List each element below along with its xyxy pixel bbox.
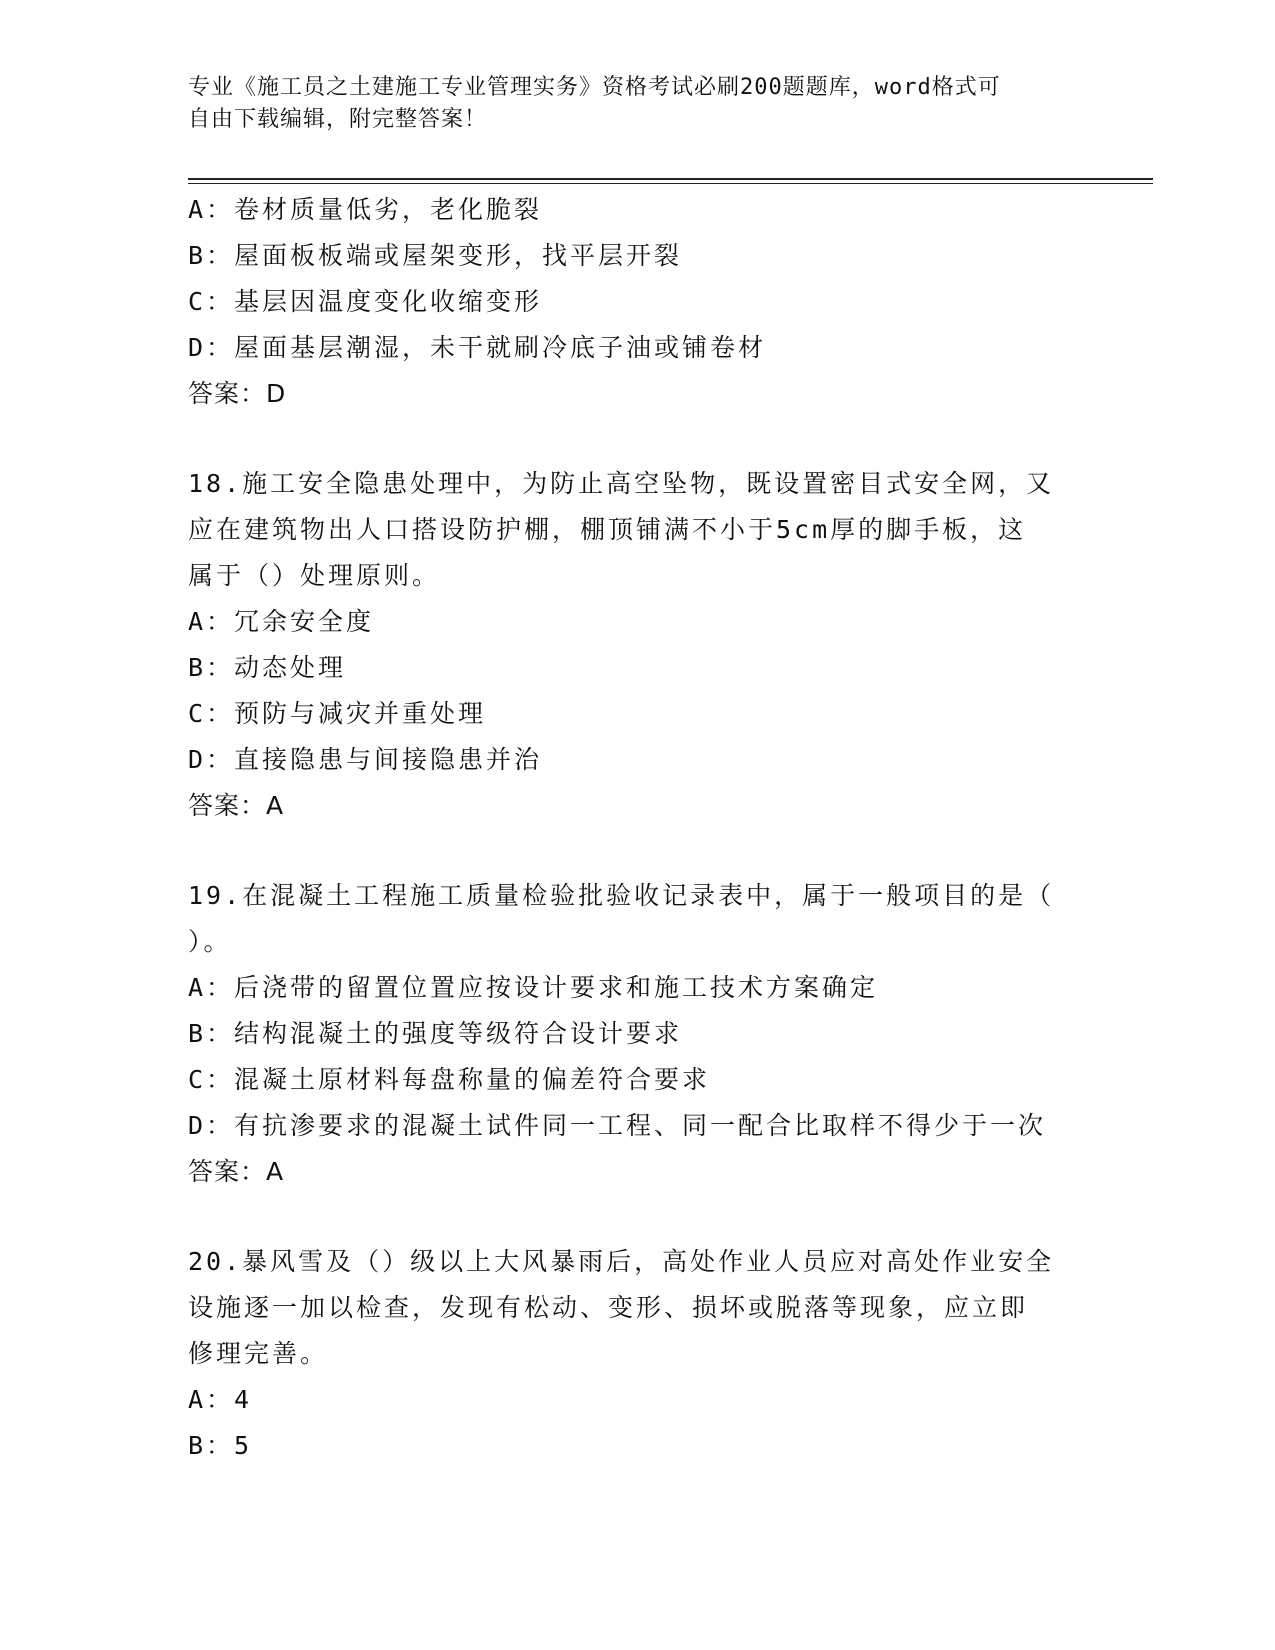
- option-a: A：卷材质量低劣，老化脆裂: [188, 195, 543, 224]
- answer-line: 答案：D: [188, 379, 287, 408]
- spacer: [188, 1195, 1088, 1239]
- question-stem-line: 19.在混凝土工程施工质量检验批验收记录表中，属于一般项目的是（: [188, 881, 1055, 910]
- question-18-block: [188, 461, 1088, 829]
- question-content: [188, 187, 1088, 1469]
- answer-line: 答案：A: [188, 1157, 285, 1186]
- question-17-block: [188, 187, 1088, 417]
- header-divider-bottom: [188, 183, 1153, 184]
- question-stem-line: 20.暴风雪及（）级以上大风暴雨后，高处作业人员应对高处作业安全: [188, 1247, 1055, 1276]
- question-19-block: [188, 873, 1088, 1195]
- spacer: [188, 829, 1088, 873]
- option-d: D：屋面基层潮湿，未干就刷冷底子油或铺卷材: [188, 333, 767, 362]
- question-stem-line: 18.施工安全隐患处理中，为防止高空坠物，既设置密目式安全网，又: [188, 469, 1055, 498]
- option-b: B：屋面板板端或屋架变形，找平层开裂: [188, 241, 683, 270]
- question-stem-line: ）。: [188, 927, 232, 956]
- document-header: [188, 72, 1088, 136]
- question-stem-line: 应在建筑物出人口搭设防护棚，棚顶铺满不小于5cm厚的脚手板，这: [188, 515, 1027, 544]
- spacer: [188, 417, 1088, 461]
- option-c: C：混凝土原材料每盘称量的偏差符合要求: [188, 1065, 711, 1094]
- question-stem-line: 属于（）处理原则。: [188, 561, 441, 590]
- header-divider-top: [188, 178, 1153, 180]
- option-a: A：后浇带的留置位置应按设计要求和施工技术方案确定: [188, 973, 879, 1002]
- header-line-2: 自由下载编辑，附完整答案！: [188, 107, 488, 132]
- option-c: C：预防与减灾并重处理: [188, 699, 487, 728]
- option-b: B：5: [188, 1431, 253, 1460]
- question-20-block: [188, 1239, 1088, 1469]
- option-a: A：冗余安全度: [188, 607, 375, 636]
- question-stem-line: 设施逐一加以检查，发现有松动、变形、损坏或脱落等现象，应立即: [188, 1293, 1029, 1322]
- option-a: A：4: [188, 1385, 253, 1414]
- option-c: C：基层因温度变化收缩变形: [188, 287, 543, 316]
- option-d: D：有抗渗要求的混凝土试件同一工程、同一配合比取样不得少于一次: [188, 1111, 1047, 1140]
- question-stem-line: 修理完善。: [188, 1339, 329, 1368]
- header-line-1: 专业《施工员之土建施工专业管理实务》资格考试必刷200题题库，word格式可: [188, 75, 1001, 100]
- option-b: B：结构混凝土的强度等级符合设计要求: [188, 1019, 683, 1048]
- option-b: B：动态处理: [188, 653, 347, 682]
- answer-line: 答案：A: [188, 791, 285, 820]
- option-d: D：直接隐患与间接隐患并治: [188, 745, 543, 774]
